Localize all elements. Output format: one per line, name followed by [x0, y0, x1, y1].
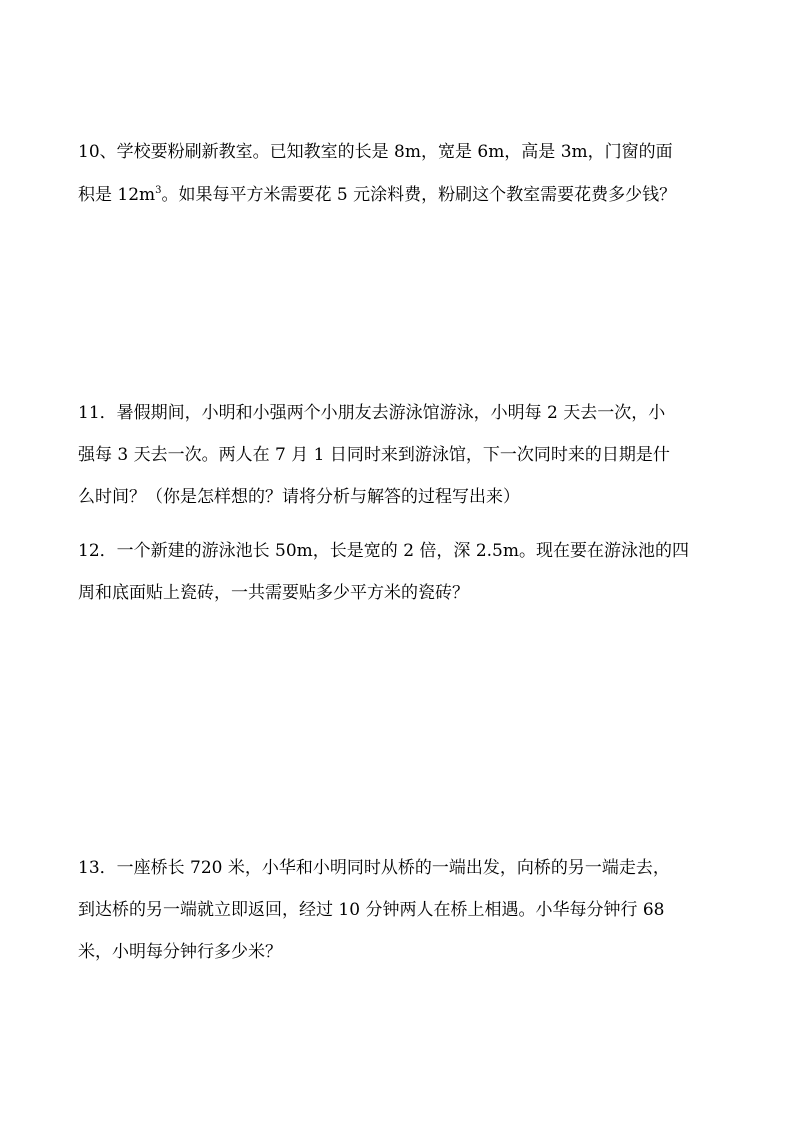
question-12-line-2: 周和底面贴上瓷砖，一共需要贴多少平方米的瓷砖？: [78, 583, 469, 603]
question-13-line-1: 13．一座桥长 720 米，小华和小明同时从桥的一端出发，向桥的另一端走去，: [78, 858, 670, 878]
question-10-line-2: [78, 185, 676, 205]
question-11-line-3: 么时间？（你是怎样想的？请将分析与解答的过程写出来）: [78, 487, 520, 507]
question-13-line-2: 到达桥的另一端就立即返回，经过 10 分钟两人在桥上相遇。小华每分钟行 68: [78, 900, 665, 920]
question-10-line-2-start: 积是 12m: [78, 185, 156, 205]
question-11-line-2: 强每 3 天去一次。两人在 7 月 1 日同时来到游泳馆，下一次同时来的日期是什: [78, 445, 670, 465]
question-11-line-1: 11．暑假期间，小明和小强两个小朋友去游泳馆游泳，小明每 2 天去一次，小: [78, 403, 666, 423]
question-13-line-3: 米，小明每分钟行多少米？: [78, 942, 282, 962]
question-12-line-1: 12．一个新建的游泳池长 50m，长是宽的 2 倍，深 2.5m。现在要在游泳池的四: [78, 541, 689, 561]
question-10-line-1: 10、学校要粉刷新教室。已知教室的长是 8m，宽是 6m，高是 3m，门窗的面: [78, 142, 673, 162]
question-10-line-2-end: 。如果每平方米需要花 5 元涂料费，粉刷这个教室需要花费多少钱？: [161, 185, 677, 205]
cubic-exponent: 3: [155, 185, 162, 196]
